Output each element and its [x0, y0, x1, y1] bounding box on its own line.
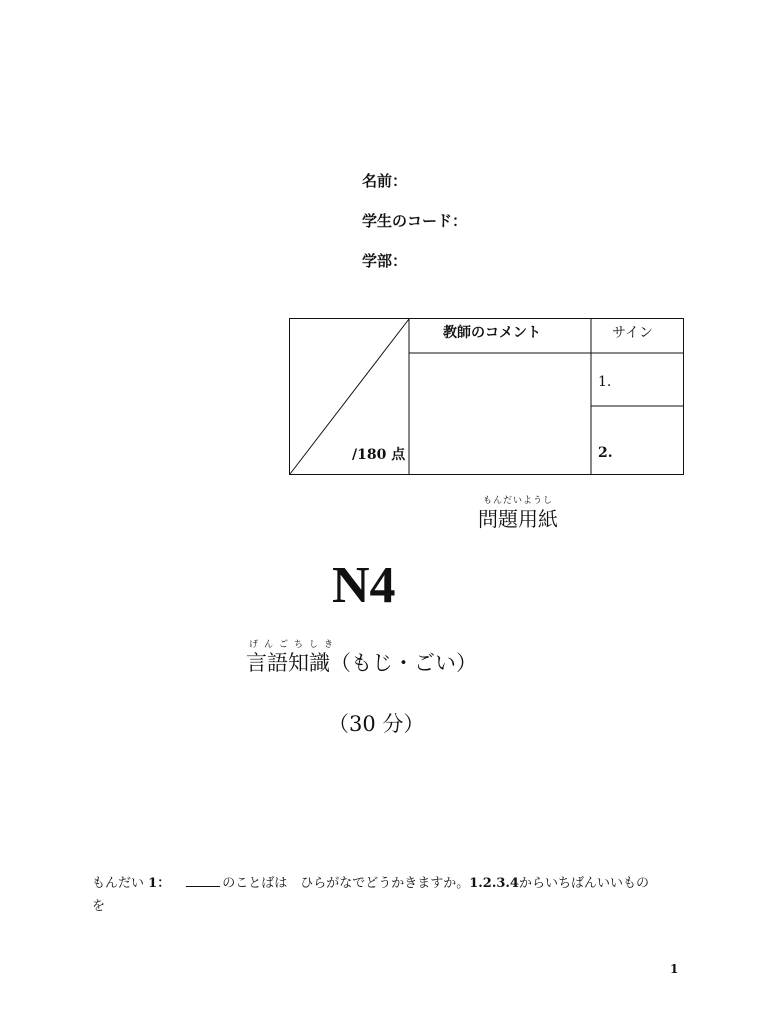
level-heading: N4: [332, 557, 396, 614]
paper-title-ruby: もんだいようし: [482, 496, 553, 506]
sign-row-1: 1.: [598, 374, 612, 390]
section-title: [246, 640, 477, 675]
section-title-ruby: げんごちしき: [249, 640, 340, 650]
paper-title: [478, 496, 558, 531]
faculty-label: 学部：: [362, 252, 408, 270]
sign-header: サイン: [612, 325, 654, 341]
question-text-1: のことばは ひらがなでどうかきますか。: [222, 876, 470, 891]
question-1: [92, 872, 692, 918]
question-label: もんだい: [92, 876, 145, 891]
question-text-3: を: [92, 899, 106, 914]
question-number: 1：: [148, 876, 171, 891]
duration: （30 分）: [328, 712, 425, 736]
sign-row-2: 2.: [598, 445, 613, 461]
answer-blank: [186, 874, 220, 887]
name-label: 名前：: [362, 172, 408, 190]
student-code-label: 学生のコード：: [362, 212, 468, 230]
score-label: /180 点: [352, 447, 406, 463]
paper-title-text: 問題用紙: [478, 507, 558, 531]
question-choices: 1.2.3.4: [469, 876, 519, 891]
page-number: 1: [670, 962, 679, 976]
section-title-text: 言語知識（もじ・ごい）: [246, 651, 477, 675]
score-table: [289, 318, 684, 475]
teacher-comment-header: 教師のコメント: [443, 325, 541, 341]
question-text-2: からいちばんいいもの: [518, 876, 649, 891]
